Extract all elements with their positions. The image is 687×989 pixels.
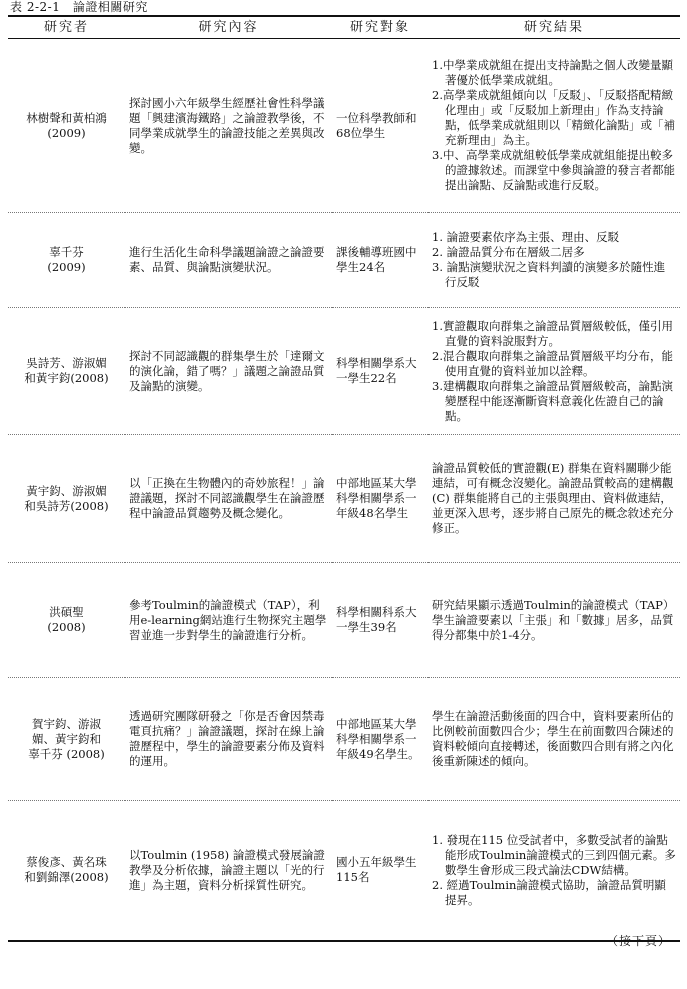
result-item: 1.實證觀取向群集之論證品質層級較低，僅引用直覺的資料說服對方。	[432, 318, 673, 348]
subject-cell: 課後輔導班國中學生24名	[332, 213, 428, 308]
researcher-line: 蔡俊彥、黃名珠	[26, 855, 107, 870]
table-row	[8, 678, 680, 801]
literature-table	[8, 17, 680, 942]
subject-cell: 國小五年級學生115名	[332, 801, 428, 941]
table-row	[8, 39, 680, 213]
researcher-line: (2009)	[47, 260, 86, 274]
table-row	[8, 801, 680, 941]
researcher-cell	[8, 563, 125, 678]
researcher-line: 媚、黃宇鈞和	[32, 731, 101, 746]
table-row	[8, 308, 680, 435]
subject-cell: 科學相關學系大一學生22名	[332, 308, 428, 435]
subject-cell: 中部地區某大學科學相關學系一年級49名學生。	[332, 678, 428, 801]
result-item: 2. 經過Toulmin論證模式協助，論證品質明顯提昇。	[432, 877, 666, 907]
subject-cell: 中部地區某大學科學相關學系一年級48名學生	[332, 435, 428, 563]
result-item: 1. 發現在115 位受試者中，多數受試者的論點能形成Toulmin論證模式的三到四個元素。多數學生會形成三段式論法CDW結構。	[432, 832, 676, 877]
researcher-line: 和吳詩芳(2008)	[24, 498, 109, 513]
result-cell	[428, 801, 680, 941]
table-row	[8, 213, 680, 308]
header-content: 研究內容	[125, 17, 332, 39]
result-cell	[428, 213, 680, 308]
researcher-line: (2008)	[47, 620, 86, 634]
result-text: 研究結果顯示透過Toulmin的論證模式（TAP）學生論證要素以「主張」和「數據」居多，品質得分都集中於1-4分。	[432, 597, 675, 642]
content-cell: 探討不同認識觀的群集學生於「達爾文的演化論，錯了嗎？」議題之論證品質及論點的演變。	[125, 308, 332, 435]
result-item: 2.混合觀取向群集之論證品質層級平均分布，能使用直覺的資料並加以詮釋。	[432, 348, 673, 378]
result-item: 1.中學業成就組在提出支持論點之個人改變量顯著優於低學業成就組。	[432, 58, 673, 87]
result-cell	[428, 39, 680, 213]
researcher-line: 賀宇鈞、游淑	[32, 716, 101, 731]
result-text: 論證品質較低的實證觀(E) 群集在資料關聯少能連結，可有概念沒變化。論證品質較高的建構觀(C) 群集能將自己的主張與理由、資料做連結，並更深入思考，逐步將自己原先的概念敘述充分修正。	[432, 461, 674, 535]
result-cell	[428, 308, 680, 435]
researcher-line: 洪碩聖	[49, 605, 84, 619]
researcher-line: 和黃宇鈞(2008)	[24, 371, 109, 385]
result-item: 1. 論證要素依序為主張、理由、反駁	[432, 230, 620, 244]
content-cell: 透過研究團隊研發之「你是否會因禁毒電頁抗痛？」論證議題，探討在線上論證歷程中，學生的論證要素分佈及資料的運用。	[125, 678, 332, 801]
researcher-cell	[8, 435, 125, 563]
header-subject: 研究對象	[332, 17, 428, 39]
result-item: 3.中、高學業成就組較低學業成就組能提出較多的證據敘述。而課堂中參與論證的發言者都能提出論點、反論點或進行反駁。	[432, 148, 675, 192]
result-text: 學生在論證活動後面的四合中，資料要素所佔的比例較前面數四合少；學生在前面數四合陳述的資料較傾向直接轉述，後面數四合則有將之內化後重新陳述的傾向。	[432, 709, 674, 768]
researcher-cell	[8, 308, 125, 435]
researcher-line: 和劉錦澤(2008)	[24, 870, 109, 885]
header-result: 研究結果	[428, 17, 680, 39]
researcher-cell	[8, 678, 125, 801]
researcher-line: 黃宇鈞、游淑媚	[26, 483, 107, 498]
result-cell	[428, 563, 680, 678]
table-row	[8, 563, 680, 678]
header-researcher: 研究者	[8, 17, 125, 39]
content-cell: 探討國小六年級學生經歷社會性科學議題「興建濱海鐵路」之論證教學後，不同學業成就學生的論證技能之差異與改變。	[125, 39, 332, 213]
researcher-cell	[8, 39, 125, 213]
content-cell: 以Toulmin (1958) 論證模式發展論證教學及分析依據，論證主題以「光的行進」為主題，資料分析採質性研究。	[125, 801, 332, 941]
researcher-cell	[8, 213, 125, 308]
continued-note: （接下頁）	[605, 934, 671, 948]
content-cell: 進行生活化生命科學議題論證之論證要素、品質、與論點演變狀況。	[125, 213, 332, 308]
table-row	[8, 435, 680, 563]
researcher-line: 辜千芬	[49, 245, 84, 259]
header-row	[8, 17, 680, 39]
researcher-line: 林樹聲和黃柏鴻	[26, 110, 107, 125]
content-cell: 以「正換在生物體內的奇妙旅程！」論證議題，探討不同認識觀學生在論證歷程中論證品質趨勢及概念變化。	[125, 435, 332, 563]
result-item: 2.高學業成就組傾向以「反駁」、「反駁搭配精緻化理由」或「反駁加上新理由」作為支持論點，低學業成就組則以「精緻化論點」或「補充新理由」為主。	[432, 88, 675, 147]
result-item: 3.建構觀取向群集之論證品質層級較高，論點演變歷程中能逐漸斷資料意義化佐證自己的論點。	[432, 378, 673, 423]
content-cell: 參考Toulmin的論證模式（TAP），利用e-learning網站進行生物探究主題學習並進一步對學生的論證進行分析。	[125, 563, 332, 678]
result-item: 3. 論點演變狀況之資料判讀的演變多於隨性進行反駁	[432, 260, 666, 289]
result-item: 2. 論證品質分布在層級二居多	[432, 245, 585, 259]
researcher-cell	[8, 801, 125, 941]
table-caption: 表 2-2-1 論證相關研究	[10, 0, 148, 14]
result-cell	[428, 678, 680, 801]
subject-cell: 科學相關科系大一學生39名	[332, 563, 428, 678]
researcher-line: (2009)	[47, 125, 86, 140]
result-cell	[428, 435, 680, 563]
researcher-line: 辜千芬 (2008)	[28, 746, 105, 761]
researcher-line: 吳詩芳、游淑媚	[26, 356, 107, 370]
subject-cell: 一位科學教師和68位學生	[332, 39, 428, 213]
